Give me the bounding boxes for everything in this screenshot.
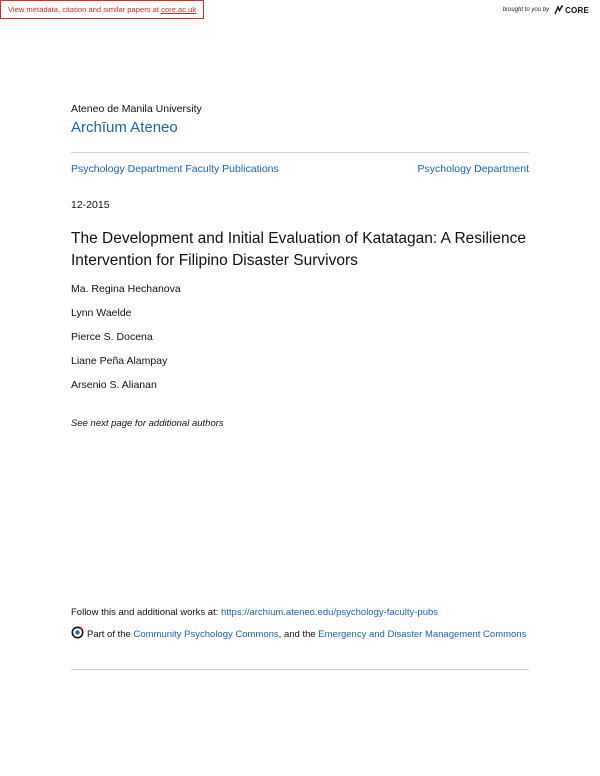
publication-date: 12-2015 <box>71 199 110 211</box>
emergency-disaster-commons-link[interactable]: Emergency and Disaster Management Commons <box>318 629 527 640</box>
follow-url-link[interactable]: https://archium.ateneo.edu/psychology-faculty-pubs <box>220 607 439 618</box>
institution-name: Ateneo de Manila University <box>71 103 202 115</box>
department-link[interactable]: Psychology Department <box>417 163 529 175</box>
bepress-icon <box>71 626 84 639</box>
brought-to-you-by-text: brought to you by <box>502 7 550 13</box>
follow-line <box>71 607 438 618</box>
author-item: Ma. Regina Hechanova <box>71 283 181 295</box>
follow-text: Follow this and additional works at: <box>71 607 221 618</box>
core-link-domain[interactable]: core.ac.uk <box>161 5 197 14</box>
author-item: Liane Peña Alampay <box>71 355 168 367</box>
and-the-text: , and the <box>278 629 319 640</box>
divider-top <box>71 152 529 153</box>
core-metadata-link[interactable] <box>0 0 204 19</box>
brought-to-you-by <box>503 3 589 17</box>
part-of-line <box>71 626 531 643</box>
community-psychology-commons-link[interactable]: Community Psychology Commons <box>133 629 279 640</box>
top-bar <box>0 0 600 20</box>
part-of-prefix: Part of the <box>87 629 134 640</box>
see-next-page-note: See next page for additional authors <box>71 418 224 429</box>
author-item: Lynn Waelde <box>71 307 132 319</box>
divider-bottom <box>71 669 529 670</box>
repository-link[interactable]: Archīum Ateneo <box>71 119 178 136</box>
core-logo-text: CORE <box>565 5 589 15</box>
author-item: Arsenio S. Alianan <box>71 379 157 391</box>
paper-title: The Development and Initial Evaluation of Katatagan: A Resilience Intervention for Filipino Disaster Survivors <box>71 230 526 269</box>
core-logo-icon <box>553 5 563 15</box>
core-logo[interactable] <box>553 5 589 15</box>
author-item: Pierce S. Docena <box>71 331 153 343</box>
faculty-publications-link[interactable]: Psychology Department Faculty Publications <box>71 163 279 175</box>
collection-links <box>71 163 529 177</box>
core-link-prefix: View metadata, citation and similar papers at <box>8 5 162 14</box>
author-list <box>71 283 181 403</box>
